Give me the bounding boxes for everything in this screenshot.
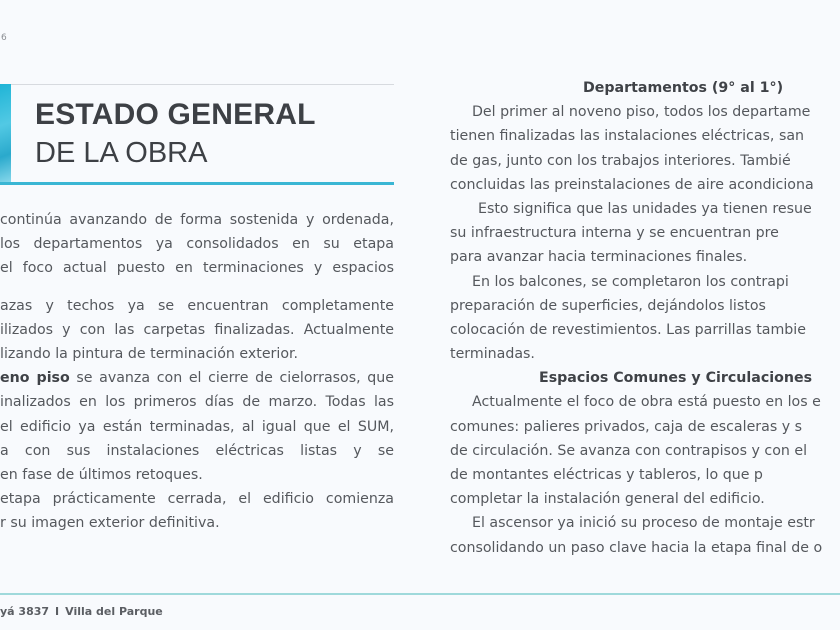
text-line: r su imagen exterior definitiva. xyxy=(0,515,220,532)
text-line: consolidando un paso clave hacia la etapa final de o xyxy=(450,539,823,556)
footer-neighborhood: Villa del Parque xyxy=(65,605,163,618)
text-line: su infraestructura interna y se encuentran pre xyxy=(450,225,779,242)
text-line: lizando la pintura de terminación exterior. xyxy=(0,345,299,362)
text-line-with-bold xyxy=(0,366,394,390)
text-line: Esto significa que las unidades ya tienen resue xyxy=(478,200,812,217)
text-line: colocación de revestimientos. Las parrillas tambie xyxy=(450,321,806,338)
footer-separator: I xyxy=(55,605,60,618)
footer-divider xyxy=(0,593,840,595)
right-column-text xyxy=(450,76,840,560)
footer-street: yá 3837 xyxy=(0,605,50,618)
page-subtitle: DE LA OBRA xyxy=(35,137,208,169)
text-fragment: se avanza con el cierre de cielorrasos, que xyxy=(69,370,394,387)
left-column-text xyxy=(0,208,394,535)
text-line: En los balcones, se completaron los contrapi xyxy=(472,273,789,290)
section-title-block xyxy=(0,84,394,185)
text-line: en fase de últimos retoques. xyxy=(0,466,203,483)
text-line: a con sus instalaciones eléctricas listas y se xyxy=(0,442,394,459)
bold-phrase: eno piso xyxy=(0,370,70,387)
title-accent-bar xyxy=(0,84,11,185)
section-heading-espacios-comunes: Espacios Comunes y Circulaciones xyxy=(539,370,813,387)
page-number: 6 xyxy=(1,33,7,43)
text-line: etapa prácticamente cerrada, el edificio comienza xyxy=(0,491,394,508)
text-line: comunes: palieres privados, caja de escaleras y s xyxy=(450,418,803,435)
page-title: ESTADO GENERAL xyxy=(35,98,316,131)
title-top-divider xyxy=(11,84,394,85)
section-heading-departamentos: Departamentos (9° al 1°) xyxy=(583,80,784,96)
text-line: terminadas. xyxy=(450,346,535,363)
text-line: el edificio ya están terminadas, al igual que el SUM, xyxy=(0,418,394,435)
text-line: de circulación. Se avanza con contrapisos y con el xyxy=(450,442,808,459)
text-line: de gas, junto con los trabajos interiores. Tambié xyxy=(450,152,791,169)
text-line: Del primer al noveno piso, todos los departame xyxy=(472,104,811,121)
text-line: ilizados y con las carpetas finalizadas. Actualmente xyxy=(0,321,394,338)
text-line: El ascensor ya inició su proceso de montaje estr xyxy=(472,515,815,532)
title-bottom-divider xyxy=(0,182,394,185)
text-line: para avanzar hacia terminaciones finales. xyxy=(450,249,748,266)
text-line: inalizados en los primeros días de marzo. Todas las xyxy=(0,394,394,411)
text-line: concluidas las preinstalaciones de aire acondiciona xyxy=(450,176,814,193)
text-line: azas y techos ya se encuentran completamente xyxy=(0,297,394,314)
text-line: completar la instalación general del edificio. xyxy=(450,491,765,508)
text-line: tienen finalizadas las instalaciones eléctricas, san xyxy=(450,128,805,145)
text-line: los departamentos ya consolidados en su etapa xyxy=(0,236,394,253)
text-line: continúa avanzando de forma sostenida y ordenada, xyxy=(0,212,394,228)
footer-address xyxy=(0,605,163,618)
text-line: preparación de superficies, dejándolos listos xyxy=(450,297,766,314)
text-line: Actualmente el foco de obra está puesto en los e xyxy=(472,394,821,411)
text-line: el foco actual puesto en terminaciones y espacios xyxy=(0,260,394,277)
text-line: de montantes eléctricas y tableros, lo que p xyxy=(450,467,763,483)
